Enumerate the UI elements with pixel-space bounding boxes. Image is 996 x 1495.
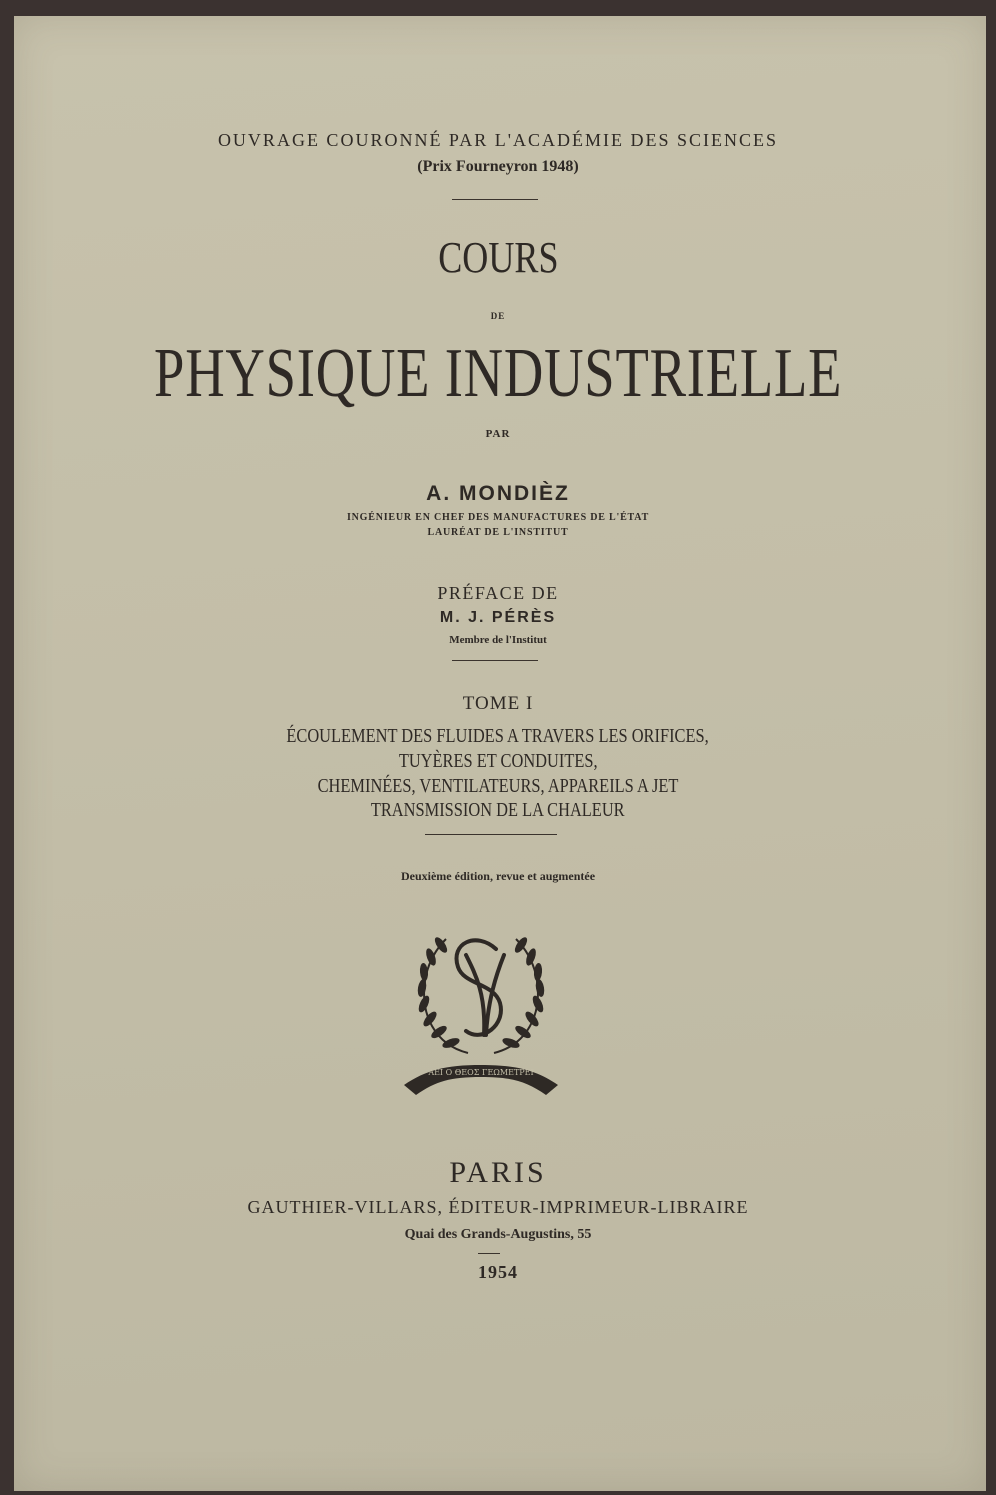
volume-line-1: ÉCOULEMENT DES FLUIDES A TRAVERS LES ORIFICES, [286,725,710,747]
imprint-year: 1954 [478,1262,518,1282]
emblem-motto: ΑΕΙ Ο ΘΕΟΣ ΓΕΩΜΕΤΡΕΙ [428,1068,534,1077]
award-line: OUVRAGE COURONNÉ PAR L'ACADÉMIE DES SCIENCES [217,130,779,150]
author-role-2: LAURÉAT DE L'INSTITUT [427,527,569,538]
header-divider [452,199,538,200]
prize-line: (Prix Fourneyron 1948) [417,158,579,175]
volume-divider [425,834,557,835]
author-par: PAR [485,428,511,440]
tome-label: TOME I [462,693,534,714]
volume-line-3: CHEMINÉES, VENTILATEURS, APPAREILS A JET [317,775,679,797]
imprint-address: Quai des Grands-Augustins, 55 [404,1227,592,1242]
imprint-publisher: GAUTHIER-VILLARS, ÉDITEUR-IMPRIMEUR-LIBRAIRE [247,1197,749,1217]
edition-note: Deuxième édition, revue et augmentée [400,869,596,883]
title-cours: COURS [437,233,559,282]
preface-label: PRÉFACE DE [437,583,559,603]
author-role-1: INGÉNIEUR EN CHEF DES MANUFACTURES DE L'ÉTAT [346,512,650,523]
preface-divider [452,660,538,661]
preface-name: M. J. PÉRÈS [439,609,557,626]
title-connector: DE [490,311,506,321]
preface-role: Membre de l'Institut [449,634,547,646]
title-main: PHYSIQUE INDUSTRIELLE [153,335,843,412]
publisher-emblem-icon [396,925,566,1105]
volume-line-2: TUYÈRES ET CONDUITES, [398,750,598,772]
author-name: A. MONDIÈZ [426,482,570,505]
volume-line-4: TRANSMISSION DE LA CHALEUR [371,799,625,821]
imprint-city: PARIS [449,1156,547,1189]
imprint-divider [478,1253,500,1254]
